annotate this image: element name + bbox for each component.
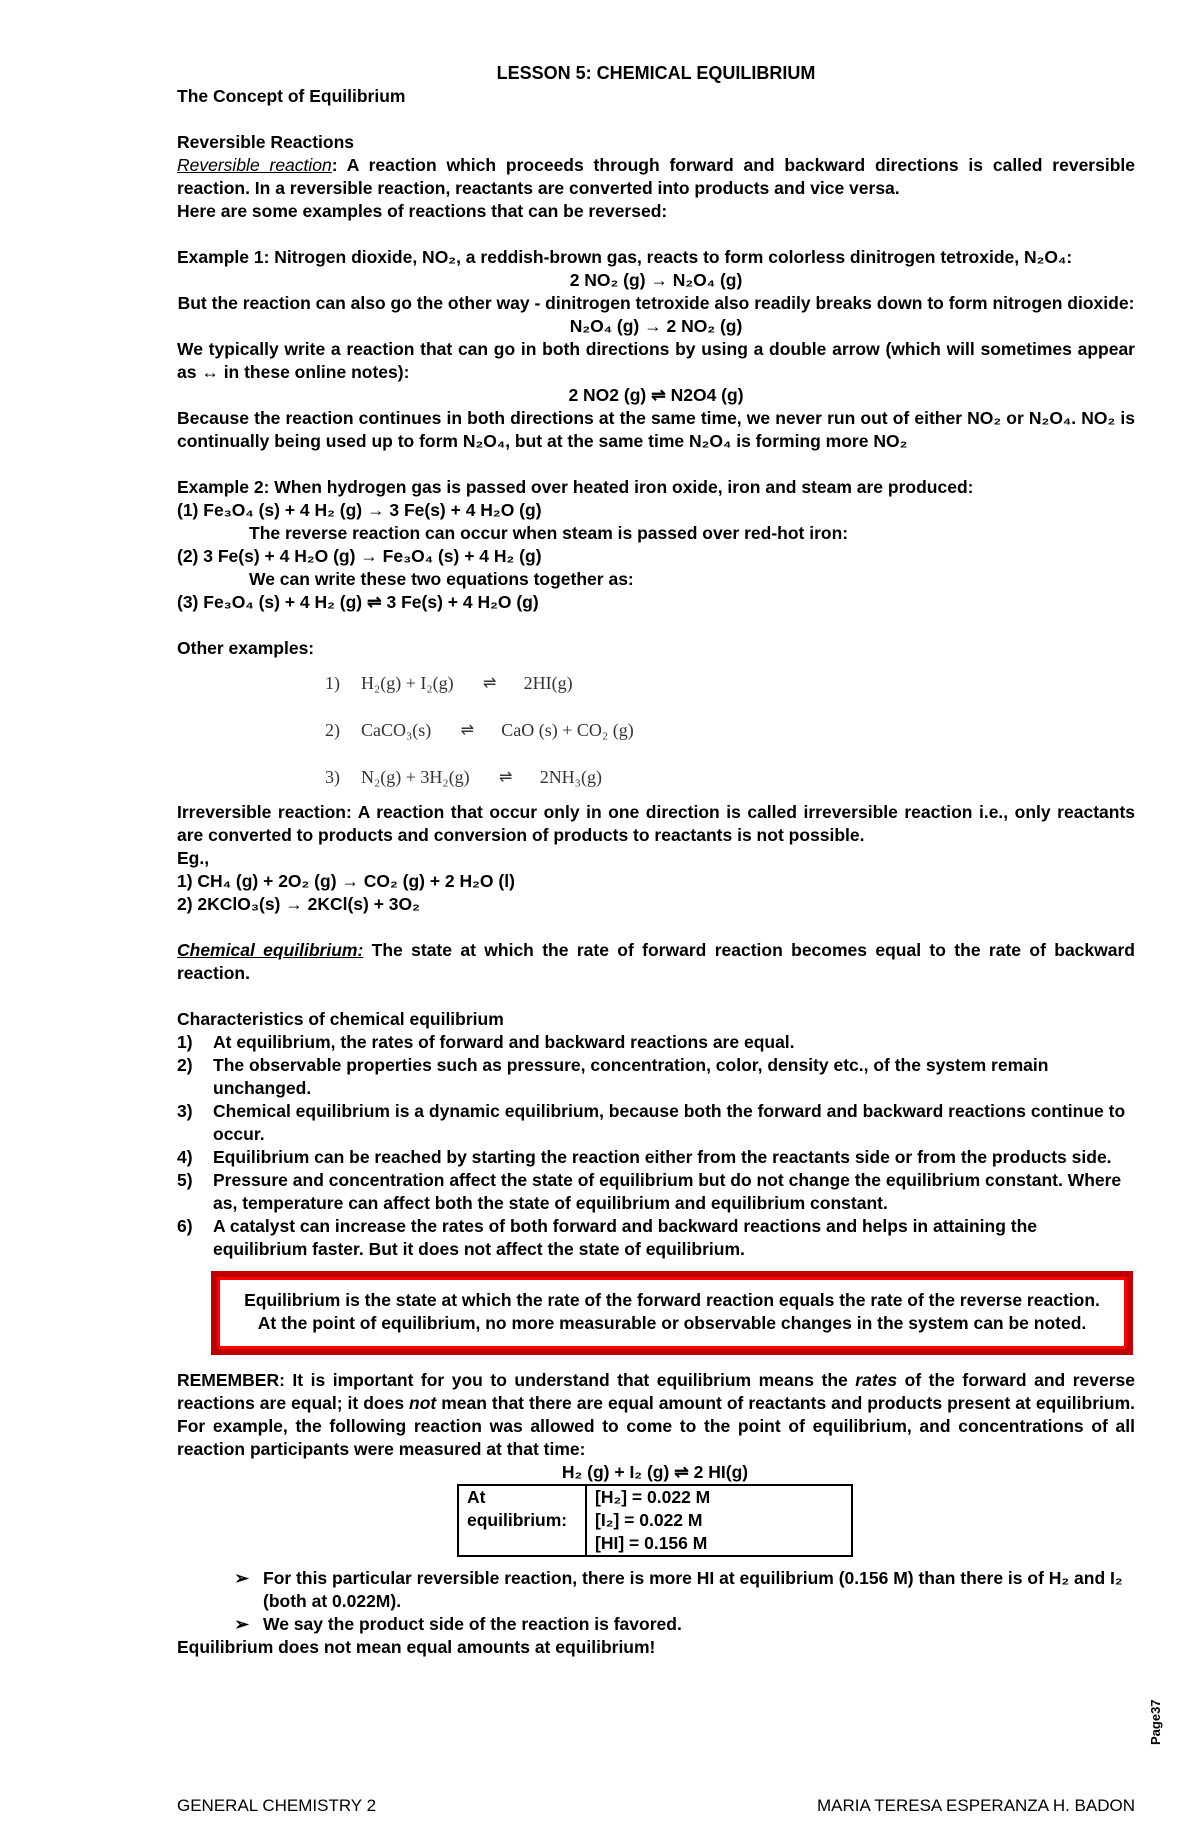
list-item-num: 5) bbox=[177, 1170, 193, 1190]
example1-label: Example 1 bbox=[177, 247, 264, 267]
irreversible-term: Irreversible reaction bbox=[177, 802, 346, 822]
other-example-left: H₂(g) + I₂(g) bbox=[361, 673, 454, 693]
irreversible-definition bbox=[177, 801, 1135, 847]
reversible-heading: Reversible Reactions bbox=[177, 132, 355, 152]
irreversible-def-text: : A reaction that occur only in one direction is called irreversible reaction i.e., only reactants are converted to products and conversion of products to reactants is not possible. bbox=[177, 802, 1136, 845]
list-item bbox=[177, 1031, 1135, 1054]
characteristics-heading: Characteristics of chemical equilibrium bbox=[177, 1009, 504, 1029]
document-body bbox=[177, 62, 1135, 1659]
list-item-num: 3) bbox=[177, 1101, 193, 1121]
equilibrium-arrow-icon: ⇌ bbox=[498, 769, 511, 786]
bullet-text: We say the product side of the reaction is favored. bbox=[263, 1614, 682, 1634]
page-footer bbox=[177, 1796, 1135, 1816]
example2-label: Example 2 bbox=[177, 477, 264, 497]
irreversible-eg: Eg., bbox=[177, 848, 210, 868]
other-example-left: CaCO₃(s) bbox=[361, 720, 432, 740]
list-item-num: 6) bbox=[177, 1216, 193, 1236]
table-row bbox=[458, 1485, 852, 1509]
other-example-right: 2NH₃(g) bbox=[539, 767, 602, 787]
other-example-num: 3) bbox=[325, 767, 340, 787]
other-example-num: 1) bbox=[325, 673, 340, 693]
other-examples-heading: Other examples: bbox=[177, 638, 315, 658]
callout-line-2: At the point of equilibrium, no more measurable or observable changes in the system can be noted. bbox=[257, 1313, 1087, 1333]
list-item bbox=[177, 1100, 1135, 1146]
list-item bbox=[177, 1567, 1135, 1613]
list-item-num: 1) bbox=[177, 1032, 193, 1052]
remember-label: REMEMBER: bbox=[177, 1370, 285, 1390]
example1-double-arrow: We typically write a reaction that can go in both directions by using a double arrow (which will sometimes appear as ↔ in these online notes): bbox=[177, 339, 1135, 382]
reversible-term: Reversible reaction bbox=[177, 155, 332, 175]
example1-intro bbox=[177, 246, 1135, 269]
list-item bbox=[177, 1146, 1135, 1169]
irreversible-ex2: 2) 2KClO₃(s) → 2KCl(s) + 3O₂ bbox=[177, 894, 420, 914]
irreversible-ex1: 1) CH₄ (g) + 2O₂ (g) → CO₂ (g) + 2 H₂O (l) bbox=[177, 871, 515, 891]
examples-intro: Here are some examples of reactions that can be reversed: bbox=[177, 201, 668, 221]
list-item bbox=[177, 1054, 1135, 1100]
list-item-num: 2) bbox=[177, 1055, 193, 1075]
closing-statement: Equilibrium does not mean equal amounts at equilibrium! bbox=[177, 1637, 656, 1657]
footer-course: GENERAL CHEMISTRY 2 bbox=[177, 1796, 377, 1815]
example2-text: : When hydrogen gas is passed over heated iron oxide, iron and steam are produced: bbox=[263, 477, 974, 497]
lesson-title: LESSON 5: CHEMICAL EQUILIBRIUM bbox=[496, 63, 816, 83]
equilibrium-arrow-icon: ⇌ bbox=[460, 722, 472, 739]
table-left-cell: At equilibrium: bbox=[458, 1485, 586, 1556]
equilibrium-callout-box bbox=[211, 1271, 1133, 1355]
arrow-bullet-icon: ➢ bbox=[234, 1614, 249, 1634]
other-example-right: CaO (s) + CO₂ (g) bbox=[501, 720, 634, 740]
example1-eq1: 2 NO₂ (g) → N₂O₄ (g) bbox=[569, 270, 743, 290]
other-example-num: 2) bbox=[325, 720, 340, 740]
list-item-text: A catalyst can increase the rates of both forward and backward reactions and helps in attaining the equilibrium faster. But it does not affect the state of equilibrium. bbox=[213, 1216, 1038, 1259]
example1-other-way: But the reaction can also go the other way - dinitrogen tetroxide also readily breaks down to form nitrogen dioxide: N₂O₄ (g) → 2 NO₂ (g) bbox=[177, 293, 1135, 336]
table-cell: [H₂] = 0.022 M bbox=[586, 1485, 852, 1509]
table-cell: [I₂] = 0.022 M bbox=[586, 1509, 852, 1532]
list-item-text: At equilibrium, the rates of forward and backward reactions are equal. bbox=[213, 1032, 795, 1052]
list-item bbox=[177, 1169, 1135, 1215]
bullet-list bbox=[177, 1567, 1135, 1636]
example2-intro bbox=[177, 476, 1135, 499]
remember-rates: rates bbox=[855, 1370, 898, 1390]
other-example-1 bbox=[177, 660, 1135, 707]
example2-reverse: The reverse reaction can occur when steam is passed over red-hot iron: bbox=[249, 523, 849, 543]
list-item bbox=[177, 1613, 1135, 1636]
equilibrium-arrow-icon: ⇌ bbox=[482, 675, 495, 692]
table-cell: [HI] = 0.156 M bbox=[586, 1532, 852, 1556]
chemical-equilibrium-definition bbox=[177, 939, 1135, 985]
page-number: Page37 bbox=[1148, 1699, 1163, 1745]
other-example-left: N₂(g) + 3H₂(g) bbox=[361, 767, 470, 787]
list-item-text: Pressure and concentration affect the state of equilibrium but do not change the equilibrium constant. Where as, temperature can affect both the state of equilibrium and equilibrium constant. bbox=[213, 1170, 1122, 1213]
arrow-bullet-icon: ➢ bbox=[234, 1568, 249, 1588]
example1-because: Because the reaction continues in both directions at the same time, we never run out of either NO₂ or N₂O₄. NO₂ is continually being used up to form N₂O₄, but at the same time N₂O₄ is forming more NO₂ bbox=[177, 408, 1135, 451]
other-example-2 bbox=[177, 707, 1135, 754]
remember-text-3: mean that there are equal amount of reactants and products present at equilibrium. For example, the following reaction was allowed to come to the point of equilibrium, and concentrations of all reaction participants were measured at that time: bbox=[177, 1393, 1135, 1459]
table-header: H₂ (g) + I₂ (g) ⇌ 2 HI(g) bbox=[561, 1462, 749, 1482]
list-item-text: Equilibrium can be reached by starting the reaction either from the reactants side or from the products side. bbox=[213, 1147, 1112, 1167]
reversible-definition bbox=[177, 154, 1135, 200]
remember-paragraph bbox=[177, 1369, 1135, 1461]
bullet-text: For this particular reversible reaction, there is more HI at equilibrium (0.156 M) than there is of H₂ and I₂ (both at 0.022M). bbox=[263, 1568, 1123, 1611]
list-item-num: 4) bbox=[177, 1147, 193, 1167]
concept-heading: The Concept of Equilibrium bbox=[177, 86, 406, 106]
list-item-text: The observable properties such as pressure, concentration, color, density etc., of the system remain unchanged. bbox=[213, 1055, 1049, 1098]
remember-text-1: It is important for you to understand that equilibrium means the bbox=[284, 1370, 856, 1390]
callout-line-1: Equilibrium is the state at which the rate of the forward reaction equals the rate of the reverse reaction. bbox=[244, 1290, 1100, 1310]
example1-text: : Nitrogen dioxide, NO₂, a reddish-brown gas, reacts to form colorless dinitrogen tetroxide, N₂O₄: bbox=[263, 247, 1073, 267]
remember-not: not bbox=[409, 1393, 437, 1413]
characteristics-list bbox=[177, 1031, 1135, 1261]
chemical-equilibrium-term: Chemical equilibrium: bbox=[177, 940, 364, 960]
example2-eq1: (1) Fe₃O₄ (s) + 4 H₂ (g) → 3 Fe(s) + 4 H₂O (g) bbox=[177, 500, 542, 520]
remember-text-2: of the forward and reverse reactions are equal; it does bbox=[177, 1370, 1135, 1413]
reversible-def-text: : A reaction which proceeds through forward and backward directions is called reversible reaction. In a reversible reaction, reactants are converted into products and vice versa. bbox=[177, 155, 1135, 198]
other-example-right: 2HI(g) bbox=[523, 673, 573, 693]
other-example-3 bbox=[177, 754, 1135, 801]
example1-eq2: 2 NO2 (g) ⇌ N2O4 (g) bbox=[568, 385, 744, 405]
footer-author: MARIA TERESA ESPERANZA H. BADON bbox=[816, 1796, 1135, 1815]
list-item bbox=[177, 1215, 1135, 1261]
chemical-equilibrium-def-text: The state at which the rate of forward reaction becomes equal to the rate of backward reaction. bbox=[177, 940, 1135, 983]
example2-eq3: (3) Fe₃O₄ (s) + 4 H₂ (g) ⇌ 3 Fe(s) + 4 H₂O (g) bbox=[177, 592, 539, 612]
example2-eq2: (2) 3 Fe(s) + 4 H₂O (g) → Fe₃O₄ (s) + 4 H₂ (g) bbox=[177, 546, 542, 566]
list-item-text: Chemical equilibrium is a dynamic equilibrium, because both the forward and backward reactions continue to occur. bbox=[213, 1101, 1126, 1144]
example2-together: We can write these two equations together as: bbox=[249, 569, 634, 589]
equilibrium-table bbox=[457, 1461, 853, 1557]
